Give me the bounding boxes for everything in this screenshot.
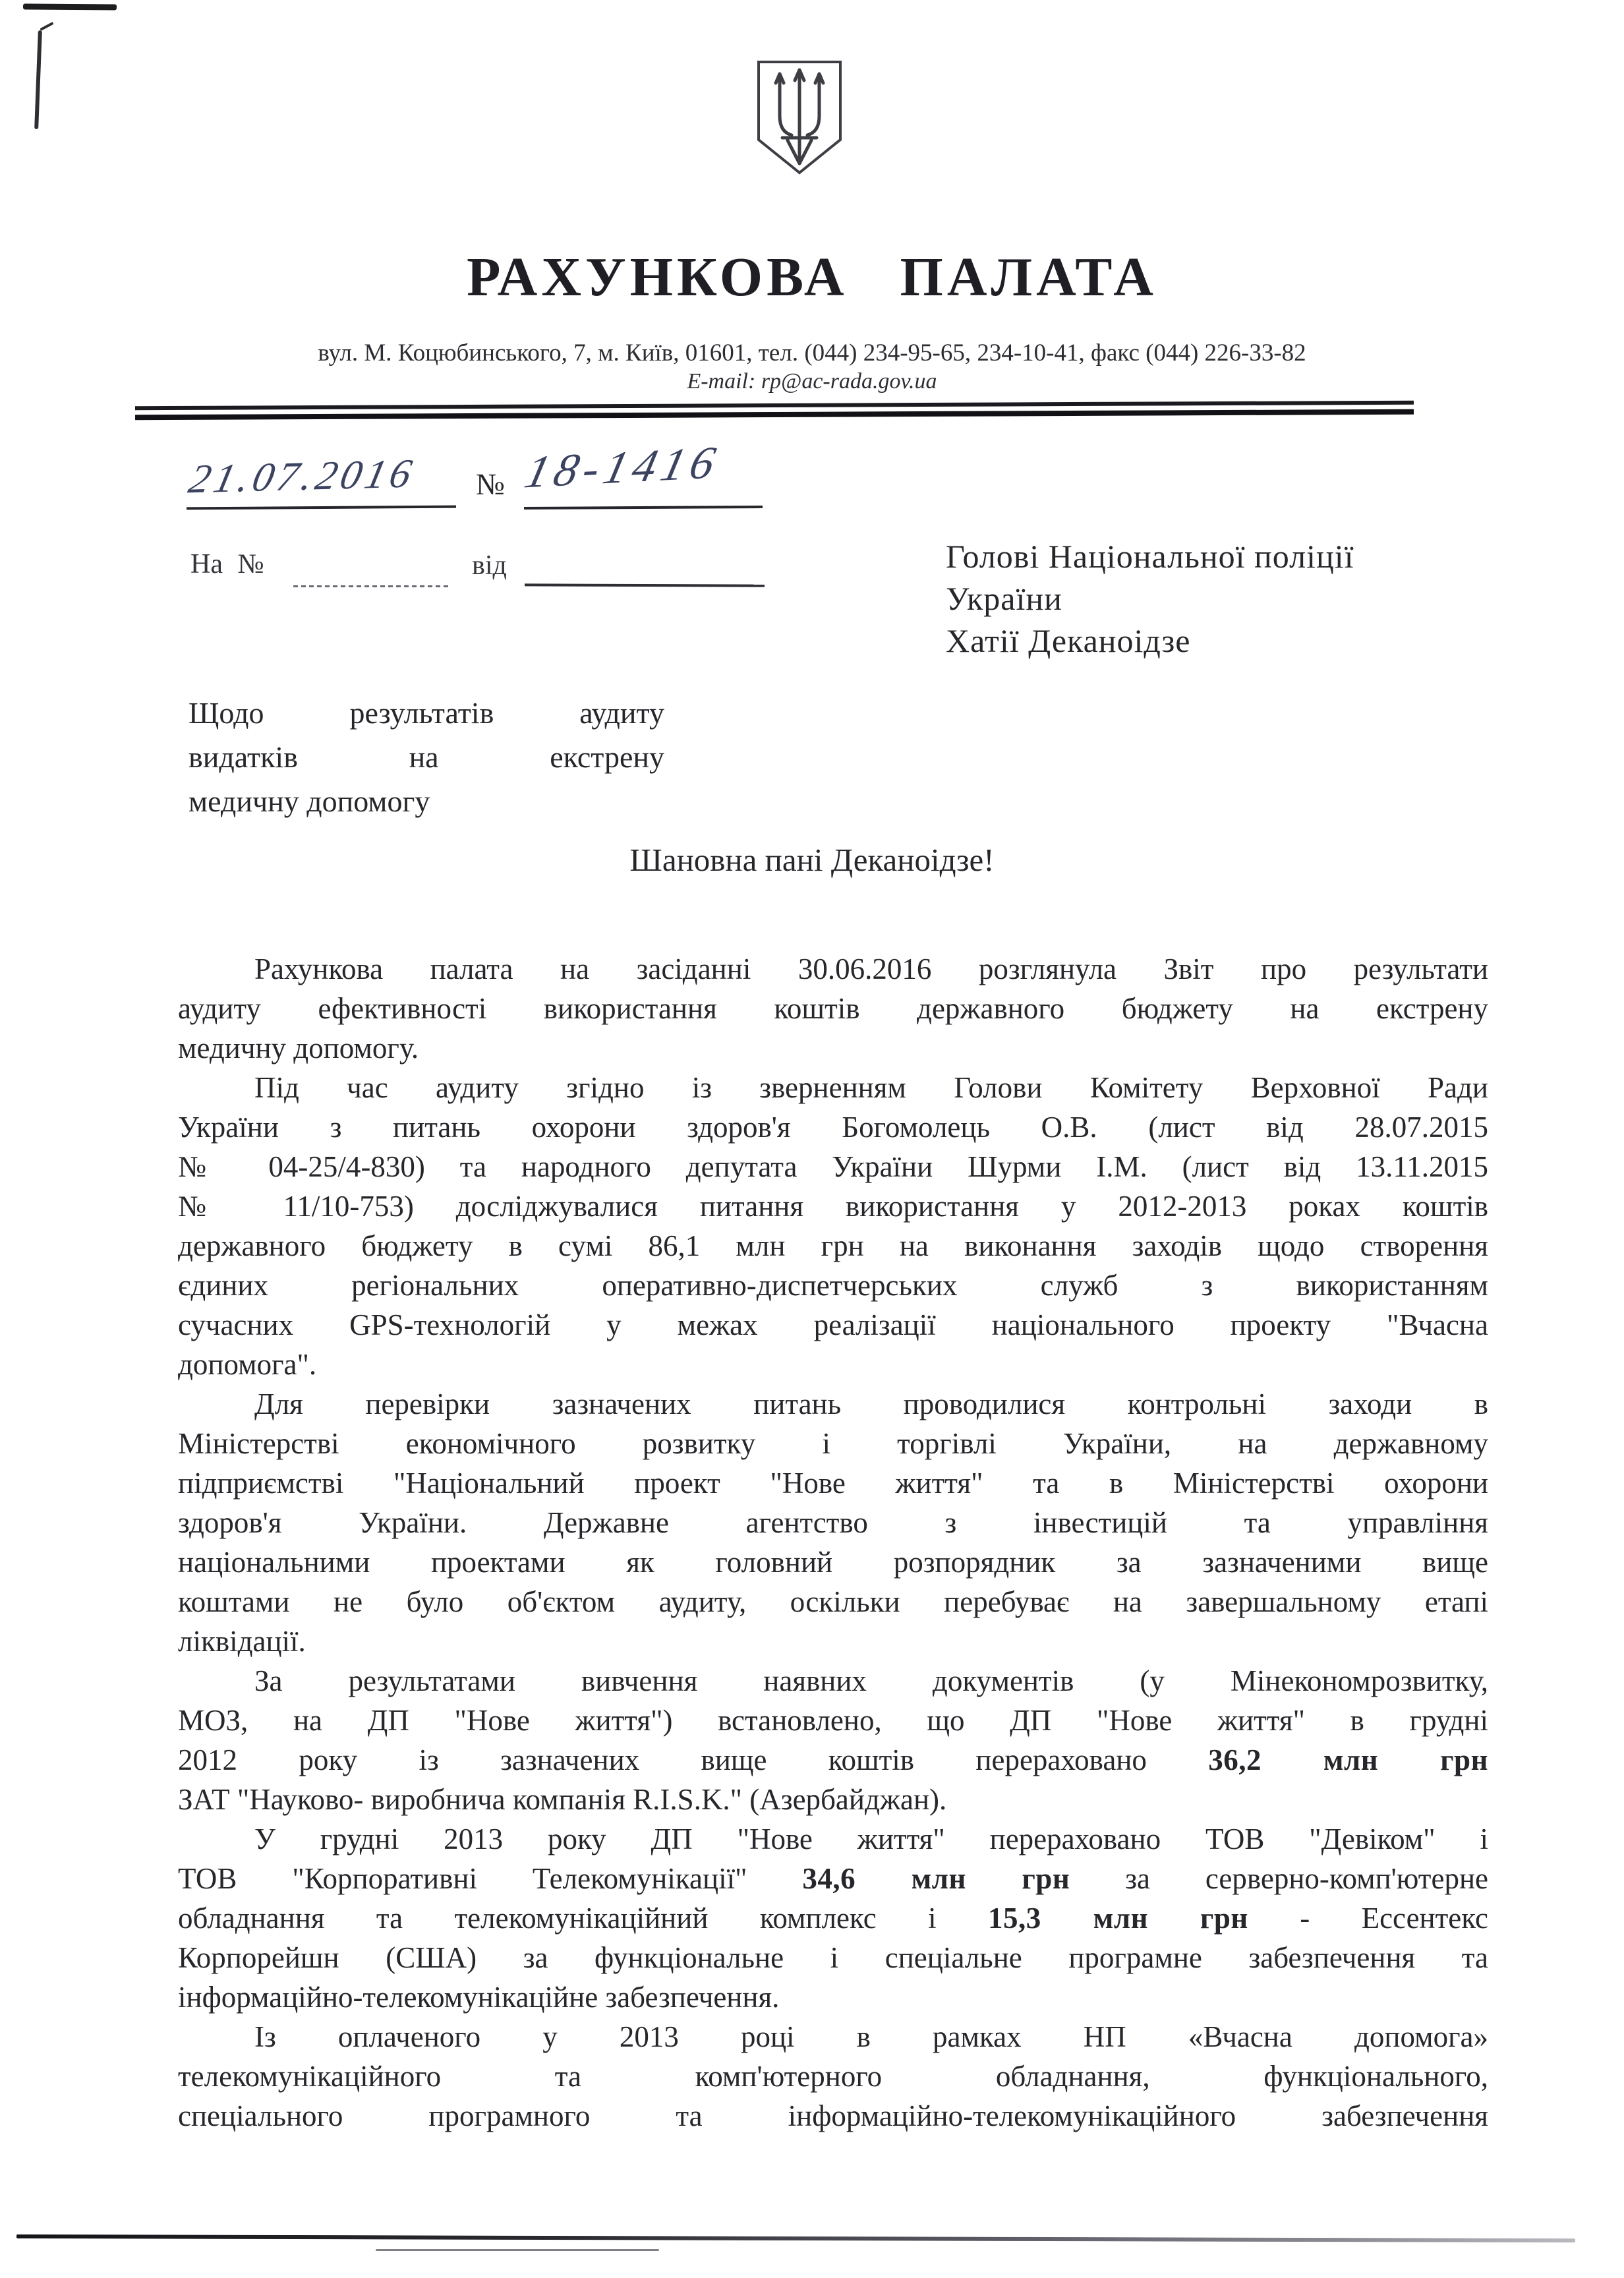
org-name-title: РАХУНКОВА ПАЛАТА bbox=[467, 247, 1157, 308]
date-underline bbox=[187, 506, 456, 510]
body-line: № 11/10-753) досліджувалися питання використання у 2012-2013 роках коштів bbox=[178, 1190, 1488, 1223]
body-line: підприємстві "Національний проект "Нове життя" та в Міністерстві охорони bbox=[178, 1467, 1488, 1500]
reply-to-number-label: На № bbox=[190, 549, 264, 579]
scan-artifact-pen-mark bbox=[34, 30, 42, 129]
recipient-line: України bbox=[946, 580, 1062, 617]
reply-number-blank-underline bbox=[293, 585, 450, 587]
body-line: єдиних регіональних оперативно-диспетчерських служб з використанням bbox=[178, 1269, 1488, 1302]
scan-artifact-bottom-line-2 bbox=[376, 2249, 659, 2251]
salutation-line: Шановна пані Деканоідзе! bbox=[629, 842, 995, 878]
body-line: інформаційно-телекомунікаційне забезпечення. bbox=[178, 1981, 780, 2014]
body-line: спеціального програмного та інформаційно-телекомунікаційного забезпечення bbox=[178, 2099, 1488, 2132]
body-line: № 04-25/4-830) та народного депутата України Шурми І.М. (лист від 13.11.2015 bbox=[178, 1150, 1488, 1183]
body-line: За результатами вивчення наявних документів (у Мінекономрозвитку, bbox=[254, 1664, 1488, 1697]
body-line: Під час аудиту згідно із зверненням Голови Комітету Верховної Ради bbox=[254, 1071, 1488, 1104]
body-line: МОЗ, на ДП "Нове життя") встановлено, що ДП "Нове життя" в грудні bbox=[178, 1704, 1488, 1737]
subject-line: Щодо результатів аудиту bbox=[188, 696, 664, 730]
body-line: У грудні 2013 року ДП "Нове життя" перераховано ТОВ "Девіком" і bbox=[254, 1823, 1488, 1855]
body-line: Міністерстві економічного розвитку і торгівлі України, на державному bbox=[178, 1427, 1488, 1460]
body-line: коштами не було об'єктом аудиту, оскільки перебуває на завершальному етапі bbox=[178, 1585, 1488, 1618]
number-sign-label: № bbox=[476, 467, 505, 501]
body-line: телекомунікаційного та комп'ютерного обладнання, функціонального, bbox=[178, 2060, 1488, 2093]
handwritten-date: 21.07.2016 bbox=[185, 451, 420, 502]
body-line: національними проектами як головний розпорядник за зазначеними вище bbox=[178, 1546, 1488, 1579]
body-line: 2012 року із зазначених вище коштів перераховано 36,2 млн грн bbox=[178, 1743, 1488, 1776]
subject-line: видатків на екстрену bbox=[188, 740, 664, 774]
body-line: аудиту ефективності використання коштів державного бюджету на екстрену bbox=[178, 992, 1488, 1025]
reply-from-date-label: від bbox=[472, 550, 507, 581]
body-line: ТОВ "Корпоративні Телекомунікації" 34,6 млн грн за серверно-комп'ютерне bbox=[178, 1862, 1488, 1895]
header-divider-rule bbox=[135, 401, 1414, 420]
handwritten-outgoing-number: 18-1416 bbox=[520, 437, 726, 498]
body-line: здоров'я України. Державне агентство з інвестицій та управління bbox=[178, 1506, 1488, 1539]
body-line: ЗАТ "Науково- виробнича компанія R.I.S.K." (Азербайджан). bbox=[178, 1783, 947, 1816]
body-line: Для перевірки зазначених питань проводилися контрольні заходи в bbox=[254, 1387, 1488, 1420]
ukraine-trident-emblem-icon bbox=[753, 59, 846, 177]
scan-artifact-top-streak bbox=[23, 4, 117, 11]
body-line: України з питань охорони здоров'я Богомолець О.В. (лист від 28.07.2015 bbox=[178, 1111, 1488, 1144]
reply-date-blank-underline bbox=[525, 583, 765, 587]
body-line: медичну допомогу. bbox=[178, 1032, 419, 1065]
letter-body bbox=[178, 949, 1488, 2136]
body-line: Рахункова палата на засіданні 30.06.2016 розглянула Звіт про результати bbox=[254, 952, 1488, 985]
body-line: обладнання та телекомунікаційний комплекс і 15,3 млн грн - Ессентекс bbox=[178, 1902, 1488, 1935]
scan-artifact-pen-mark-hook bbox=[40, 22, 53, 31]
number-underline bbox=[524, 506, 763, 510]
recipient-line: Голові Національної поліції bbox=[946, 538, 1354, 575]
scan-artifact-bottom-line bbox=[16, 2234, 1575, 2242]
body-line: Із оплаченого у 2013 році в рамках НП «Вчасна допомога» bbox=[254, 2020, 1488, 2053]
body-line: Корпорейшн (США) за функціональне і спеціальне програмне забезпечення та bbox=[178, 1941, 1488, 1974]
recipient-block bbox=[946, 535, 1513, 662]
org-address-line: вул. М. Коцюбинського, 7, м. Київ, 01601, тел. (044) 234-95-65, 234-10-41, факс (044) 226-33-82 bbox=[318, 339, 1306, 366]
subject-block bbox=[188, 691, 664, 823]
body-line: державного бюджету в сумі 86,1 млн грн на виконання заходів щодо створення bbox=[178, 1229, 1488, 1262]
body-line: допомога". bbox=[178, 1348, 317, 1381]
subject-line: медичну допомогу bbox=[188, 784, 430, 818]
recipient-line: Хатії Деканоідзе bbox=[946, 622, 1191, 659]
body-line: ліквідації. bbox=[178, 1625, 306, 1658]
body-line: сучасних GPS-технологій у межах реалізації національного проекту "Вчасна bbox=[178, 1308, 1488, 1341]
org-email-line: E-mail: rp@ac-rada.gov.ua bbox=[687, 369, 937, 394]
